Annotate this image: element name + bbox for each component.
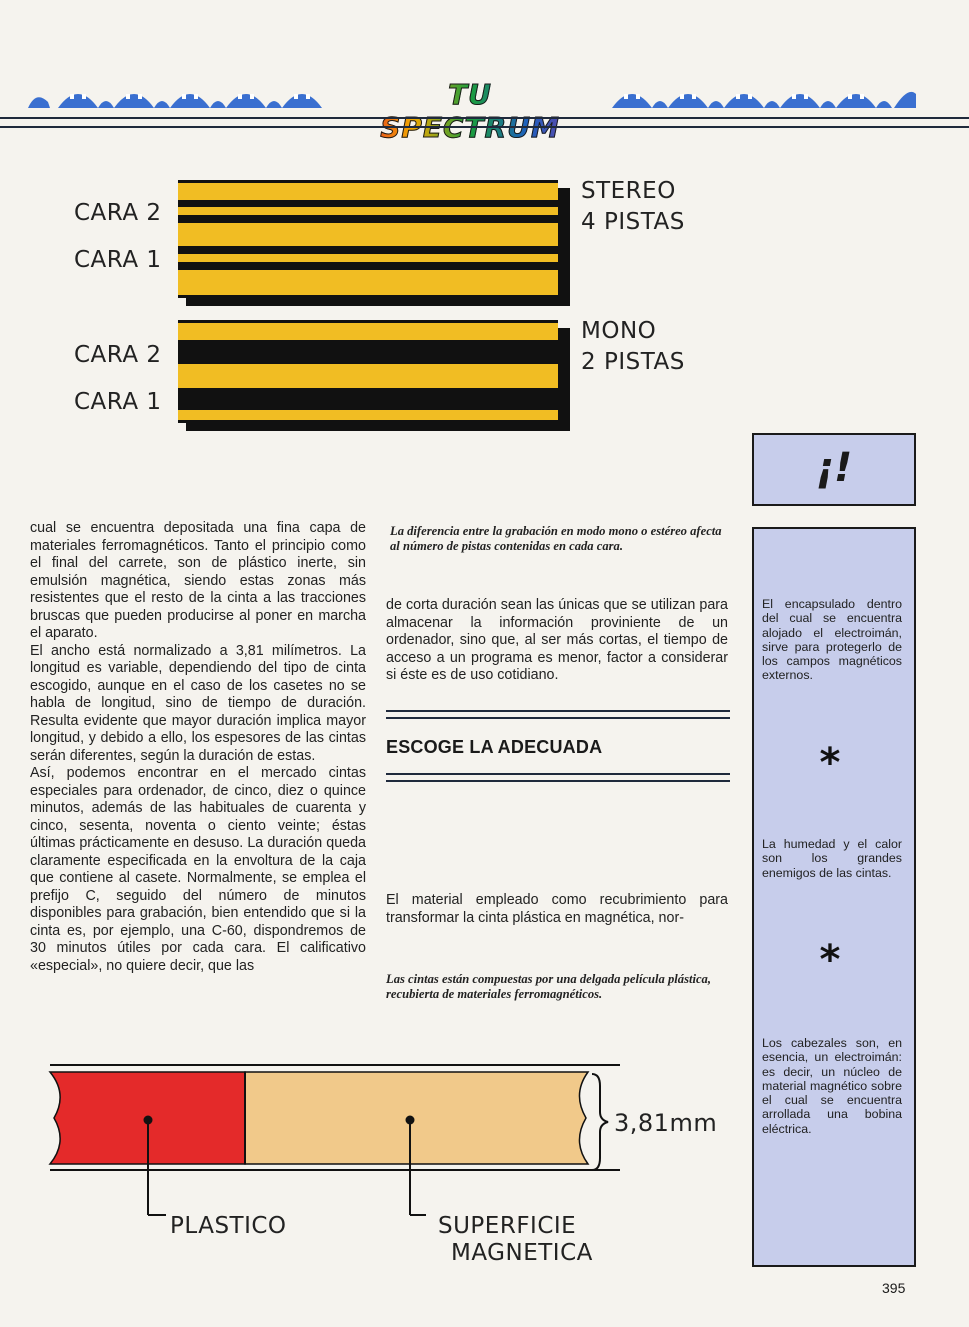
section-rule-1 [386,710,730,712]
width-brace-icon [590,1072,610,1172]
tape-width-label: 3,81mm [614,1109,718,1137]
exclamation-mark-icon: ¡! [815,445,853,491]
surface-label-line1: SUPERFICIE [438,1213,577,1239]
paragraph: cual se encuentra depositada una fina capa de materiales ferromagnéticos. Tanto el principio como el final del carrete, son de plástico inerte, sin emulsión magnética, siendo estas zonas más resistentes que el resto de la cinta a las tracciones bruscas que pueden producirse al poner en marcha el aparato. [30,520,366,641]
header-rule-top [0,117,969,119]
stereo-side-2-label: CARA 2 [74,200,162,226]
stereo-tape-diagram [176,176,571,306]
article-column-middle-bottom: El material empleado como recubrimiento para transformar la cinta plástica en magnética, nor- [386,892,728,926]
section-heading: ESCOGE LA ADECUADA [386,737,603,757]
paragraph: El ancho está normalizado a 3,81 milímetros. La longitud es variable, dependiendo del tipo de cinta escogido, aunque en el caso de los casetes no se habla de longitud, sino de tiempo de duración. Resulta evidente que mayor duración implica mayor longitud, y debido a ello, los espesores de las cintas serán diferentes, según la duración de estas. [30,642,366,764]
sidebar-note: Los cabezales son, en esencia, un electroimán: es decir, un núcleo de material magnético sobre el cual se encuentra arrollada una bobina eléctrica. [762,1036,902,1136]
section-rule-3 [386,773,730,775]
space-invaders-left-decoration [28,80,328,114]
stereo-type-label: STEREO [581,178,676,204]
magazine-section-title: TU SPECTRUM [355,78,585,144]
mono-tape-diagram [176,316,571,431]
sidebar-note: El encapsulado dentro del cual se encuentra alojado el electroimán, sirve para protegerlo de los campos magnéticos externos. [762,597,902,683]
page-header [0,0,969,144]
asterisk-separator-icon: * [819,937,841,983]
mono-side-2-label: CARA 2 [74,342,162,368]
header-rule-bottom [0,126,969,128]
space-invaders-right-decoration [612,80,917,114]
section-rule-2 [386,717,730,719]
section-rule-4 [386,780,730,782]
tape-caption: Las cintas están compuestas por una delgada película plástica, recubierta de materiales ferromagnéticos. [386,972,712,1001]
article-column-middle-top: de corta duración sean las únicas que se utilizan para almacenar la información proviniente de un ordenador, sino que, al ser más cortas, el tiempo de acceso a un programa es menor, factor a considerar si éste es de uso cotidiano. [386,597,728,683]
plastic-label: PLASTICO [170,1213,287,1239]
tracks-caption: La diferencia entre la grabación en modo mono o estéreo afecta al número de pistas contenidas en cada cara. [390,524,722,553]
sidebar-note: La humedad y el calor son los grandes enemigos de las cintas. [762,837,902,880]
page-number: 395 [882,1280,906,1296]
stereo-tracks-label: 4 PISTAS [581,209,685,235]
paragraph: Así, podemos encontrar en el mercado cintas especiales para ordenador, de cinco, diez o quince minutos, además de las habituales de cuarenta y cinco, sesenta, noventa o ciento veinte; éstas últimas prácticamente en desuso. La duración queda claramente especificada en la envoltura de la caja que contiene al casete. Normalmente, se emplea el prefijo C, seguido del número de minutos disponibles para grabación, bien entendido que si la cinta es, por ejemplo, una C-60, dispondremos de 30 minutos útiles por cada cara. El calificativo «especial», no quiere decir, que las [30,765,366,974]
sidebar-mark-box [752,433,916,506]
mono-side-1-label: CARA 1 [74,389,162,415]
surface-label-line2: MAGNETICA [451,1240,593,1266]
mono-tracks-label: 2 PISTAS [581,349,685,375]
mono-type-label: MONO [581,318,657,344]
stereo-side-1-label: CARA 1 [74,247,162,273]
asterisk-separator-icon: * [819,740,841,786]
article-column-left [30,520,366,975]
